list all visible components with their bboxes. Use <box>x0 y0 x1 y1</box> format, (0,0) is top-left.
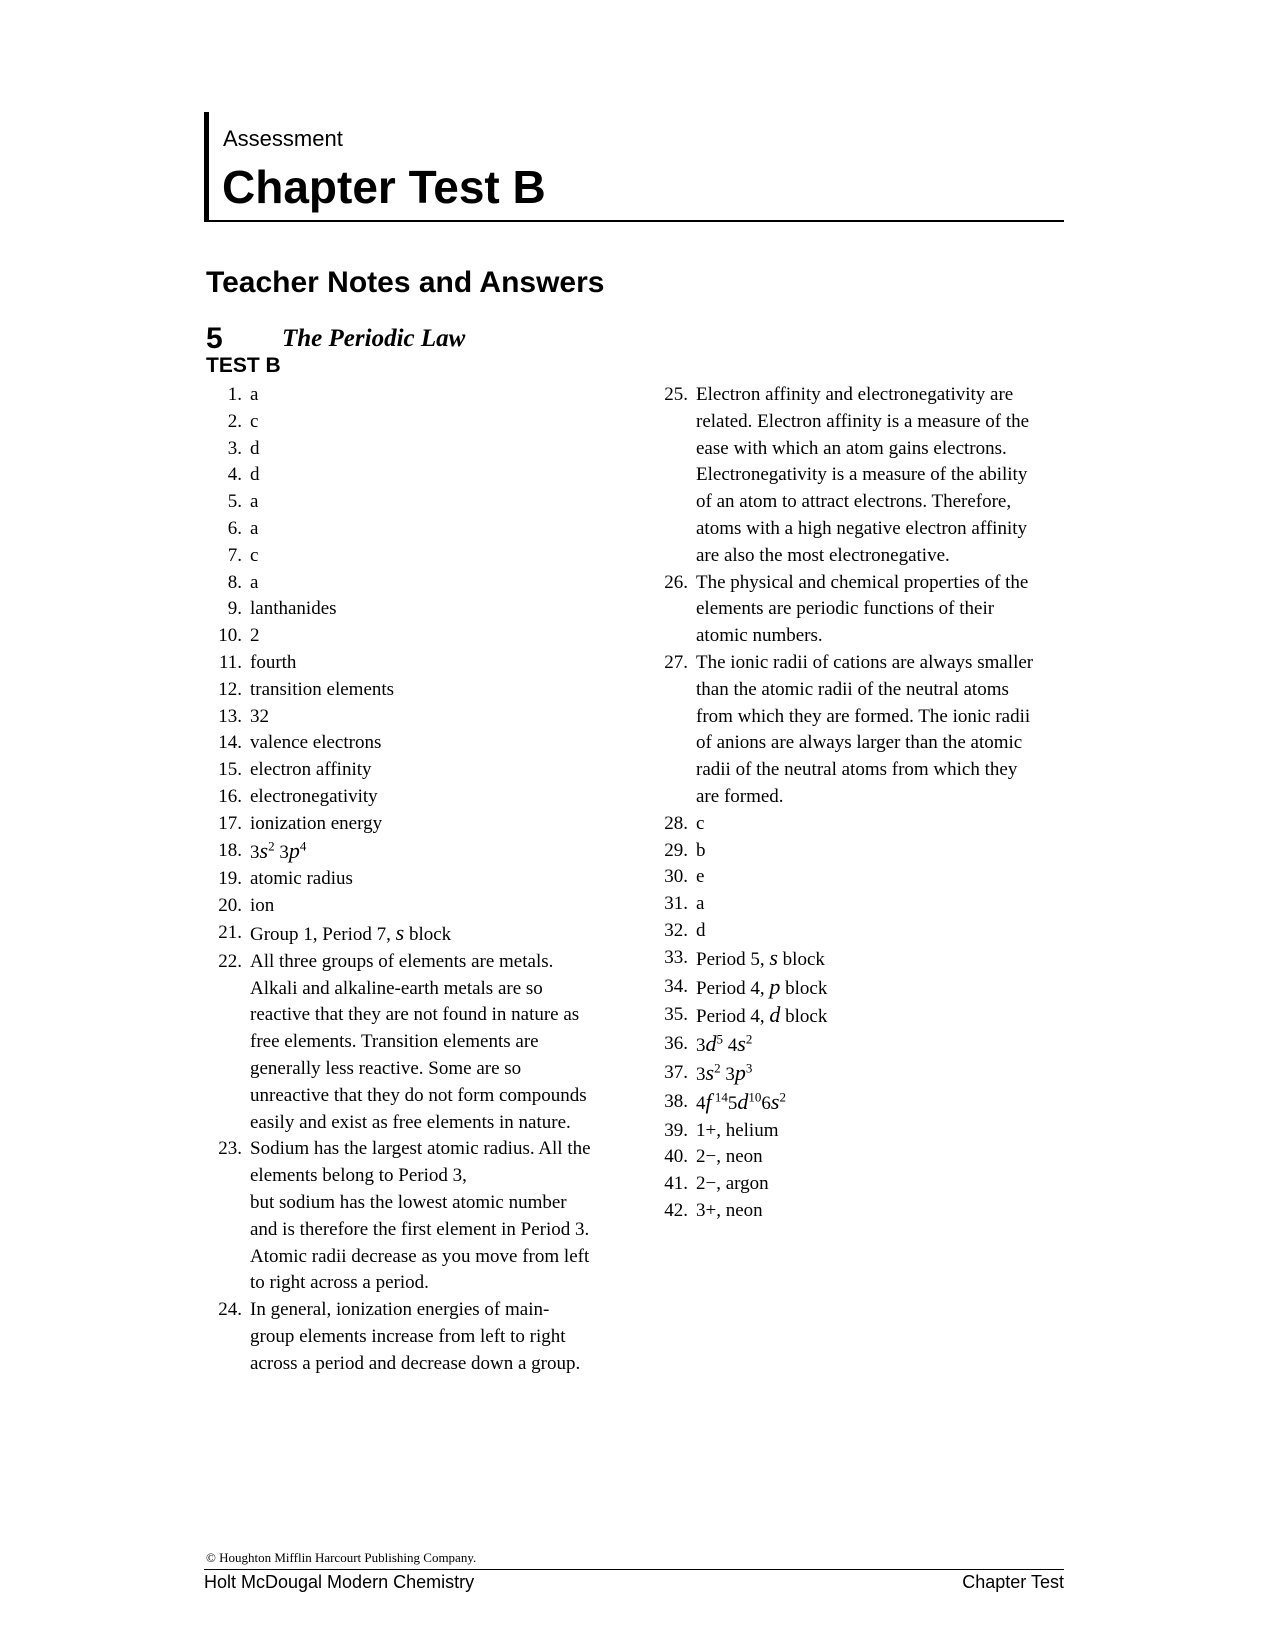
answer-number: 31. <box>664 893 688 915</box>
answer-item <box>652 918 1067 945</box>
answer-number: 16. <box>218 785 242 807</box>
answer-text: d <box>696 919 706 941</box>
answer-number: 29. <box>664 839 688 861</box>
answer-text: electronegativity <box>250 785 378 807</box>
answer-line: Electron affinity and electronegativity are <box>696 384 1014 405</box>
answer-item <box>206 489 626 516</box>
answer-item <box>652 974 1067 1003</box>
orbital-letter: s <box>770 1088 780 1114</box>
answer-item <box>652 891 1067 918</box>
answer-list-left <box>206 382 626 1377</box>
answer-line: In general, ionization energies of main- <box>250 1299 550 1321</box>
answer-fragment: 4 <box>696 1092 706 1114</box>
answer-number: 10. <box>218 625 242 647</box>
answer-number: 7. <box>227 544 242 566</box>
superscript: 10 <box>748 1089 762 1105</box>
answer-text: c <box>696 812 705 834</box>
superscript: 4 <box>299 838 307 854</box>
answer-item <box>206 811 626 838</box>
answer-line: are also the most electronegative. <box>696 544 950 566</box>
answer-number: 11. <box>218 651 242 673</box>
answer-fragment: block <box>777 948 825 970</box>
answer-item <box>206 757 626 784</box>
answer-fragment: block <box>780 977 828 999</box>
answer-item <box>206 543 626 570</box>
answer-text: a <box>250 491 259 513</box>
orbital-letter: s <box>395 919 405 945</box>
answer-line: elements belong to Period 3, <box>250 1165 467 1187</box>
answer-line: radii of the neutral atoms from which they <box>696 759 1018 781</box>
answer-number: 40. <box>664 1146 688 1168</box>
answer-line: of anions are always larger than the atomic <box>696 732 1023 754</box>
answer-number: 12. <box>218 678 242 700</box>
answer-text <box>696 1089 1067 1118</box>
header-kicker: Assessment <box>223 126 343 151</box>
answer-text <box>696 974 1067 1003</box>
answer-fragment: 3 <box>250 841 260 863</box>
answer-item <box>652 838 1067 865</box>
answer-number: 4. <box>227 464 242 486</box>
chapter-name: The Periodic Law <box>282 325 466 352</box>
answer-item <box>206 462 626 489</box>
answer-text: 1+, helium <box>696 1119 779 1141</box>
answer-fragment: 3 <box>720 1063 735 1085</box>
answer-item <box>206 920 626 949</box>
answer-number: 8. <box>227 571 242 593</box>
answer-line: than the atomic radii of the neutral atoms <box>696 678 1009 700</box>
page-title: Chapter Test B <box>222 161 546 213</box>
answer-text: transition elements <box>250 678 395 700</box>
answer-line: and is therefore the first element in Period 3. <box>250 1218 590 1240</box>
answer-text <box>696 1060 1067 1089</box>
answer-line: to right across a period. <box>250 1272 429 1294</box>
answer-item <box>206 838 626 867</box>
answer-text: a <box>250 517 259 539</box>
answer-text: 2−, argon <box>696 1173 769 1195</box>
orbital-letter: p <box>769 973 781 999</box>
answer-number: 32. <box>664 919 688 941</box>
answer-text: fourth <box>250 651 297 673</box>
answer-line: Alkali and alkaline-earth metals are so <box>250 977 543 999</box>
answer-number: 9. <box>227 598 242 620</box>
answer-number: 30. <box>664 866 688 888</box>
answer-fragment: Period 4, <box>696 1006 770 1028</box>
answer-number: 27. <box>664 651 688 673</box>
answer-item <box>206 623 626 650</box>
answer-text: d <box>250 437 260 459</box>
answer-line: The physical and chemical properties of the <box>696 571 1029 593</box>
copyright-notice: © Houghton Mifflin Harcourt Publishing Company. <box>206 1550 477 1565</box>
footer-section: Chapter Test <box>962 1572 1064 1592</box>
section-title: Teacher Notes and Answers <box>206 266 605 299</box>
answer-item <box>652 1118 1067 1145</box>
answer-text: d <box>250 464 260 486</box>
answer-number: 42. <box>664 1199 688 1221</box>
answer-text: valence electrons <box>250 732 382 754</box>
answer-number: 38. <box>664 1090 688 1112</box>
answer-number: 13. <box>218 705 242 727</box>
answer-number: 19. <box>218 868 242 890</box>
answer-item <box>206 1297 626 1377</box>
answer-number: 39. <box>664 1119 688 1141</box>
answer-text: a <box>696 893 705 915</box>
answer-item <box>652 1171 1067 1198</box>
answer-line: Electronegativity is a measure of the ability <box>696 464 1028 486</box>
answer-number: 2. <box>227 410 242 432</box>
answer-text: a <box>250 384 259 405</box>
answer-text <box>250 949 626 1137</box>
answer-item <box>652 1002 1067 1031</box>
answer-text: 2−, neon <box>696 1146 763 1168</box>
answer-text: e <box>696 866 705 888</box>
orbital-letter: p <box>288 837 300 863</box>
answer-number: 26. <box>664 571 688 593</box>
answer-item <box>206 893 626 920</box>
footer-publication: Holt McDougal Modern Chemistry <box>204 1572 475 1592</box>
answer-number: 23. <box>218 1138 242 1160</box>
answer-fragment: 3 <box>274 841 289 863</box>
answers-right-column <box>652 382 1067 1225</box>
answer-item <box>206 409 626 436</box>
answer-line: atoms with a high negative electron affinity <box>696 517 1027 539</box>
orbital-letter: d <box>769 1002 781 1028</box>
answer-number: 18. <box>218 839 242 861</box>
orbital-letter: s <box>769 944 778 970</box>
orbital-letter: s <box>705 1059 715 1085</box>
answer-line: Sodium has the largest atomic radius. All the <box>250 1138 591 1160</box>
answer-text <box>696 570 1067 650</box>
answer-number: 17. <box>218 812 242 834</box>
answer-number: 22. <box>218 950 242 972</box>
superscript: 2 <box>714 1060 721 1076</box>
answer-item <box>206 570 626 597</box>
answer-text <box>250 920 626 949</box>
test-label: TEST B <box>206 354 281 377</box>
answer-item <box>206 1136 626 1297</box>
answer-fragment: block <box>780 1006 828 1028</box>
answer-line: The ionic radii of cations are always smaller <box>696 651 1034 673</box>
answer-item <box>206 677 626 704</box>
answer-line: Atomic radii decrease as you move from left <box>250 1245 590 1267</box>
answer-text <box>250 838 626 867</box>
superscript: 2 <box>779 1089 786 1105</box>
superscript: 2 <box>745 1031 753 1047</box>
answer-item <box>652 945 1067 974</box>
answer-number: 15. <box>218 759 242 781</box>
orbital-letter: d <box>737 1088 749 1114</box>
answer-number: 34. <box>664 975 688 997</box>
header-block <box>204 112 1064 222</box>
answer-text: electron affinity <box>250 759 372 781</box>
answer-text: ion <box>250 895 275 917</box>
answer-line: across a period and decrease down a group. <box>250 1352 581 1374</box>
answer-line: are formed. <box>696 785 784 807</box>
superscript: 5 <box>716 1031 723 1047</box>
answer-fragment: Period 5, <box>696 948 770 970</box>
answer-number: 21. <box>218 921 242 943</box>
answer-line: related. Electron affinity is a measure of the <box>696 410 1030 432</box>
answer-text: lanthanides <box>250 598 337 620</box>
answer-fragment: 3 <box>696 1063 706 1085</box>
page-footer <box>204 1569 1064 1593</box>
answer-text <box>696 945 1067 974</box>
orbital-letter: s <box>737 1031 746 1057</box>
answer-item <box>206 382 626 409</box>
answer-text <box>696 1031 1067 1060</box>
answer-item <box>206 866 626 893</box>
answer-item <box>206 784 626 811</box>
answer-number: 5. <box>227 491 242 513</box>
answer-text: atomic radius <box>250 868 353 890</box>
answer-number: 35. <box>664 1004 688 1026</box>
answer-item <box>652 570 1067 650</box>
answer-number: 41. <box>664 1173 688 1195</box>
answer-item <box>206 436 626 463</box>
chapter-number: 5 <box>206 322 223 355</box>
answer-line: unreactive that they do not form compounds <box>250 1084 587 1106</box>
answer-line: easily and exist as free elements in nature. <box>250 1111 571 1133</box>
answer-line: All three groups of elements are metals. <box>250 950 554 972</box>
answer-text <box>250 1297 626 1377</box>
answer-list-right <box>652 382 1067 1225</box>
superscript: 3 <box>745 1060 753 1076</box>
answer-text: b <box>696 839 706 861</box>
orbital-letter: p <box>734 1059 746 1085</box>
answer-item <box>652 1144 1067 1171</box>
answer-line: ease with which an atom gains electrons. <box>696 437 1007 459</box>
answer-number: 28. <box>664 812 688 834</box>
answer-fragment: Group 1, Period 7, <box>250 923 396 945</box>
answer-line: generally less reactive. Some are so <box>250 1057 522 1079</box>
answer-text: ionization energy <box>250 812 383 834</box>
answer-number: 20. <box>218 895 242 917</box>
answer-item <box>652 382 1067 570</box>
answer-text <box>696 1002 1067 1031</box>
answer-number: 37. <box>664 1061 688 1083</box>
answer-item <box>652 650 1067 811</box>
answer-item <box>206 730 626 757</box>
answer-item <box>652 1031 1067 1060</box>
superscript: 2 <box>268 838 275 854</box>
answer-line: group elements increase from left to right <box>250 1325 566 1347</box>
answer-number: 33. <box>664 946 688 968</box>
answer-text: 32 <box>250 705 269 727</box>
answer-text <box>250 1136 626 1297</box>
answer-item <box>652 811 1067 838</box>
orbital-letter: s <box>259 837 269 863</box>
answer-text: 3+, neon <box>696 1199 763 1221</box>
answer-item <box>206 516 626 543</box>
answer-item <box>652 1089 1067 1118</box>
orbital-letter: d <box>705 1031 717 1057</box>
answer-item <box>206 596 626 623</box>
answer-fragment: Period 4, <box>696 977 770 999</box>
answer-number: 25. <box>664 384 688 405</box>
answer-line: reactive that they are not found in nature as <box>250 1004 580 1026</box>
answer-number: 36. <box>664 1033 688 1055</box>
answer-text: 2 <box>250 625 260 647</box>
answer-line: of an atom to attract electrons. Therefore, <box>696 491 1012 513</box>
answer-fragment: 5 <box>727 1092 738 1114</box>
answer-item <box>652 1060 1067 1089</box>
answer-number: 24. <box>218 1299 242 1321</box>
answer-number: 6. <box>227 517 242 539</box>
answer-line: elements are periodic functions of their <box>696 598 995 620</box>
answer-text <box>696 650 1067 811</box>
answer-item <box>652 1198 1067 1225</box>
answer-text <box>696 382 1067 570</box>
answer-number: 14. <box>218 732 242 754</box>
answer-line: atomic numbers. <box>696 625 823 647</box>
answer-fragment: 4 <box>723 1035 738 1057</box>
answer-number: 3. <box>227 437 242 459</box>
answer-line: free elements. Transition elements are <box>250 1031 539 1053</box>
answer-item <box>652 864 1067 891</box>
superscript: 14 <box>711 1089 728 1105</box>
answer-item <box>206 704 626 731</box>
answer-line: but sodium has the lowest atomic number <box>250 1191 567 1213</box>
answer-text: c <box>250 544 259 566</box>
answers-left-column <box>206 382 626 1377</box>
answer-item <box>206 949 626 1137</box>
answer-fragment: 3 <box>696 1035 706 1057</box>
answer-text: c <box>250 410 259 432</box>
answer-text: a <box>250 571 259 593</box>
answer-fragment: block <box>404 923 452 945</box>
answer-line: from which they are formed. The ionic radii <box>696 705 1031 727</box>
answer-fragment: 6 <box>761 1092 771 1114</box>
orbital-letter: f <box>705 1088 712 1114</box>
answer-number: 1. <box>227 384 242 405</box>
answer-item <box>206 650 626 677</box>
